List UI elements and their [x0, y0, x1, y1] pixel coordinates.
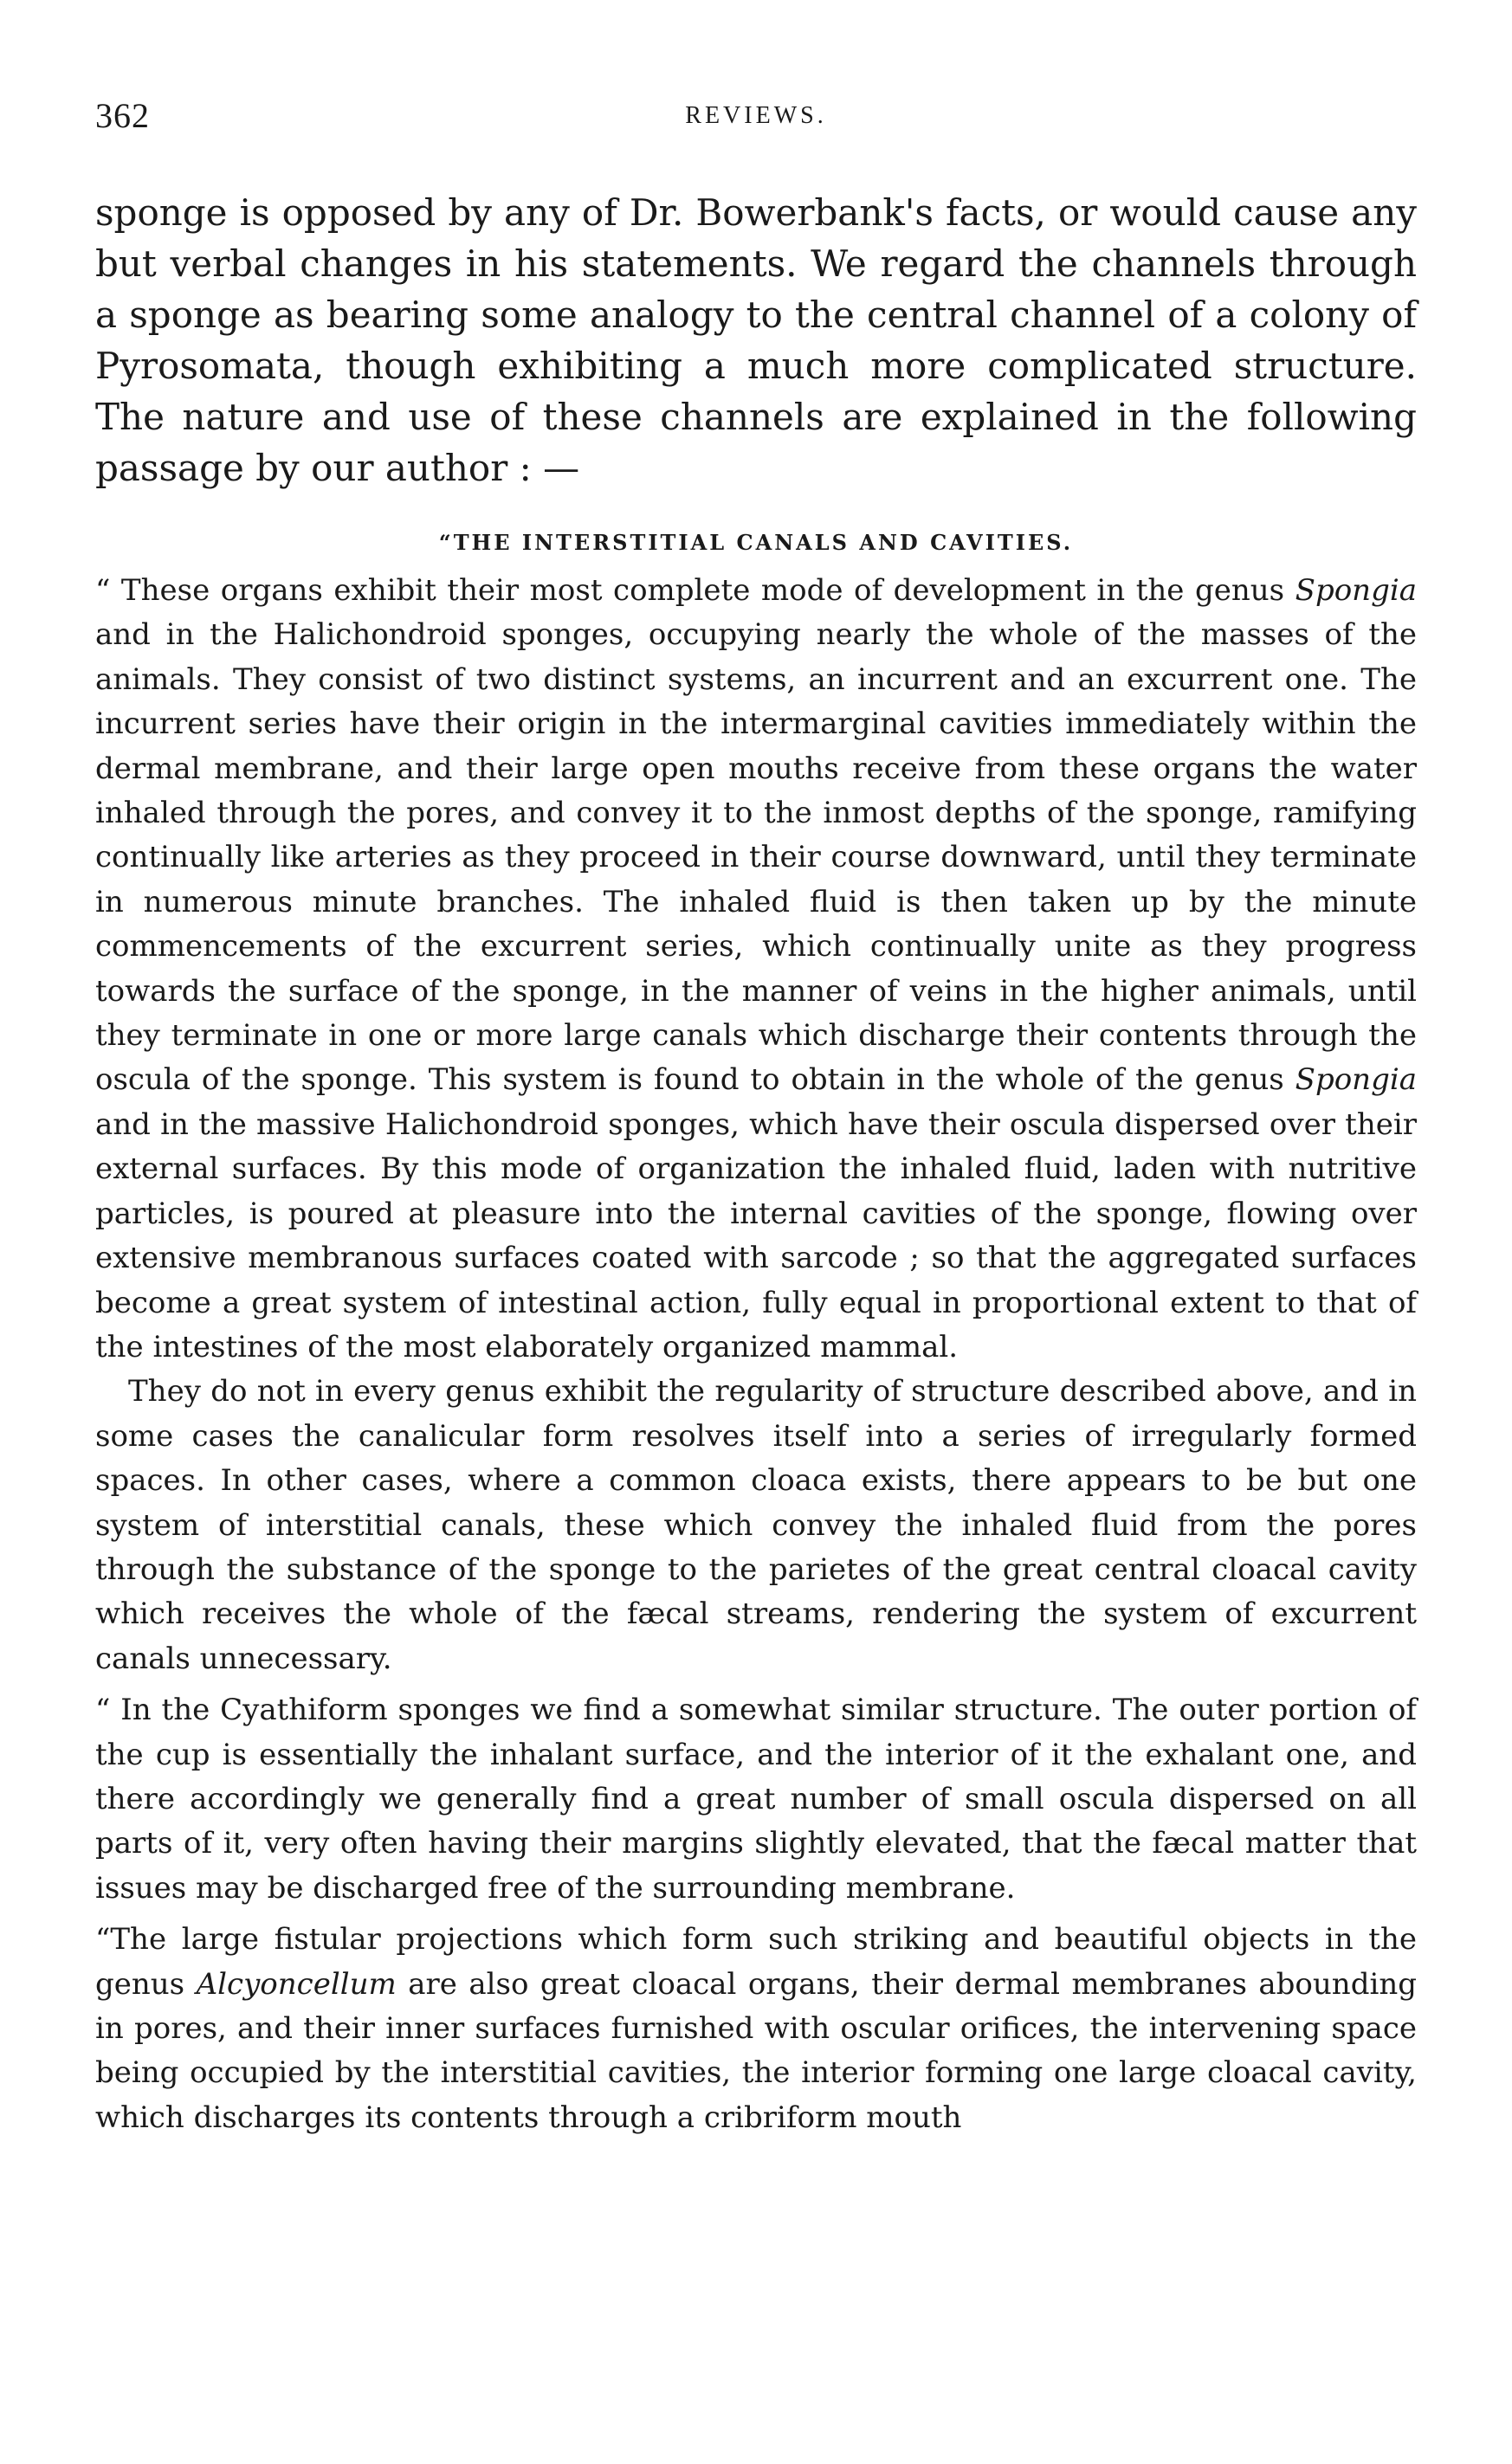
running-head [95, 95, 1417, 147]
book-page [95, 95, 1417, 2140]
quote-paragraph-2: They do not in every genus exhibit the regularity of structure described above, and in some cases the canalicular form resolves itself into a series of irregularly formed spaces. In other cases, where a common cloaca exists, there appears to be but one system of interstitial canals, these which convey the inhaled fluid from the pores through the substance of the sponge to the parietes of the great central cloacal cavity which receives the whole of the fæcal streams, rendering the system of excurrent canals unnecessary. [95, 1374, 1417, 1676]
quote-paragraph-4 [95, 1918, 1417, 2140]
text-span: are also great cloacal organs, their dermal membranes abounding in pores, and their inner surfaces furnished with oscular orifices, the intervening space being occupied by the interstitial cavities, the interior forming one large cloacal cavity, which discharges its contents through a cribriform mouth [95, 1966, 1417, 2135]
text-span: and in the Halichondroid sponges, occupying nearly the whole of the masses of the animals. They consist of two distinct systems, an incurrent and an excurrent one. The incurrent series have their origin in the intermarginal cavities immediately within the dermal membrane, and their large open mouths receive from these organs the water inhaled through the pores, and convey it to the inmost depths of the sponge, ramifying continually like arteries as they proceed in their course downward, until they terminate in numerous minute branches. The inhaled fluid is then taken up by the minute commencements of the excurrent series, which continually unite as they progress towards the surface of the sponge, in the manner of veins in the higher animals, until they terminate in one or more large canals which discharge their contents through the oscula of the sponge. This system is found to obtain in the whole of the genus [95, 617, 1417, 1098]
section-heading: “THE INTERSTITIAL CANALS AND CAVITIES. [438, 530, 1074, 555]
genus-name-spongia: Spongia [1295, 573, 1417, 608]
genus-name-alcyoncellum: Alcyoncellum [196, 1966, 397, 2002]
quote-paragraph-3: “ In the Cyathiform sponges we find a somewhat similar structure. The outer portion of the cup is essentially the inhalant surface, and the interior of it the exhalant one, and there accordingly we generally find a great number of small oscula dispersed on all parts of it, very often having their margins slightly elevated, that the fæcal matter that issues may be discharged free of the surrounding membrane. [95, 1693, 1417, 1906]
page-number: 362 [95, 96, 150, 135]
text-span: “The large fistular projections which form such striking and beautiful objects in the genus [95, 1922, 1417, 2002]
quote-paragraph-1 [95, 569, 1417, 1370]
text-span: “ These organs exhibit their most complete mode of development in the genus [95, 573, 1296, 608]
text-span: and in the massive Halichondroid sponges, which have their oscula dispersed over their external surfaces. By this mode of organization the inhaled fluid, laden with nutritive particles, is poured at pleasure into the internal cavities of the sponge, flowing over extensive membranous surfaces coated with sarcode ; so that the aggregated surfaces become a great system of intestinal action, fully equal in proportional extent to that of the intestines of the most elaborately organized mammal. [95, 1106, 1417, 1364]
genus-name-spongia: Spongia [1295, 1062, 1417, 1098]
running-title: REVIEWS. [685, 102, 827, 129]
quoted-passage [95, 569, 1417, 2140]
lead-paragraph: sponge is opposed by any of Dr. Bowerbank's facts, or would cause any but verbal changes in his statements. We regard the channels through a sponge as bearing some analogy to the central channel of a colony of Pyrosomata, though exhibiting a much more complicated structure. The nature and use of these channels are explained in the following passage by our author : — [95, 191, 1417, 489]
